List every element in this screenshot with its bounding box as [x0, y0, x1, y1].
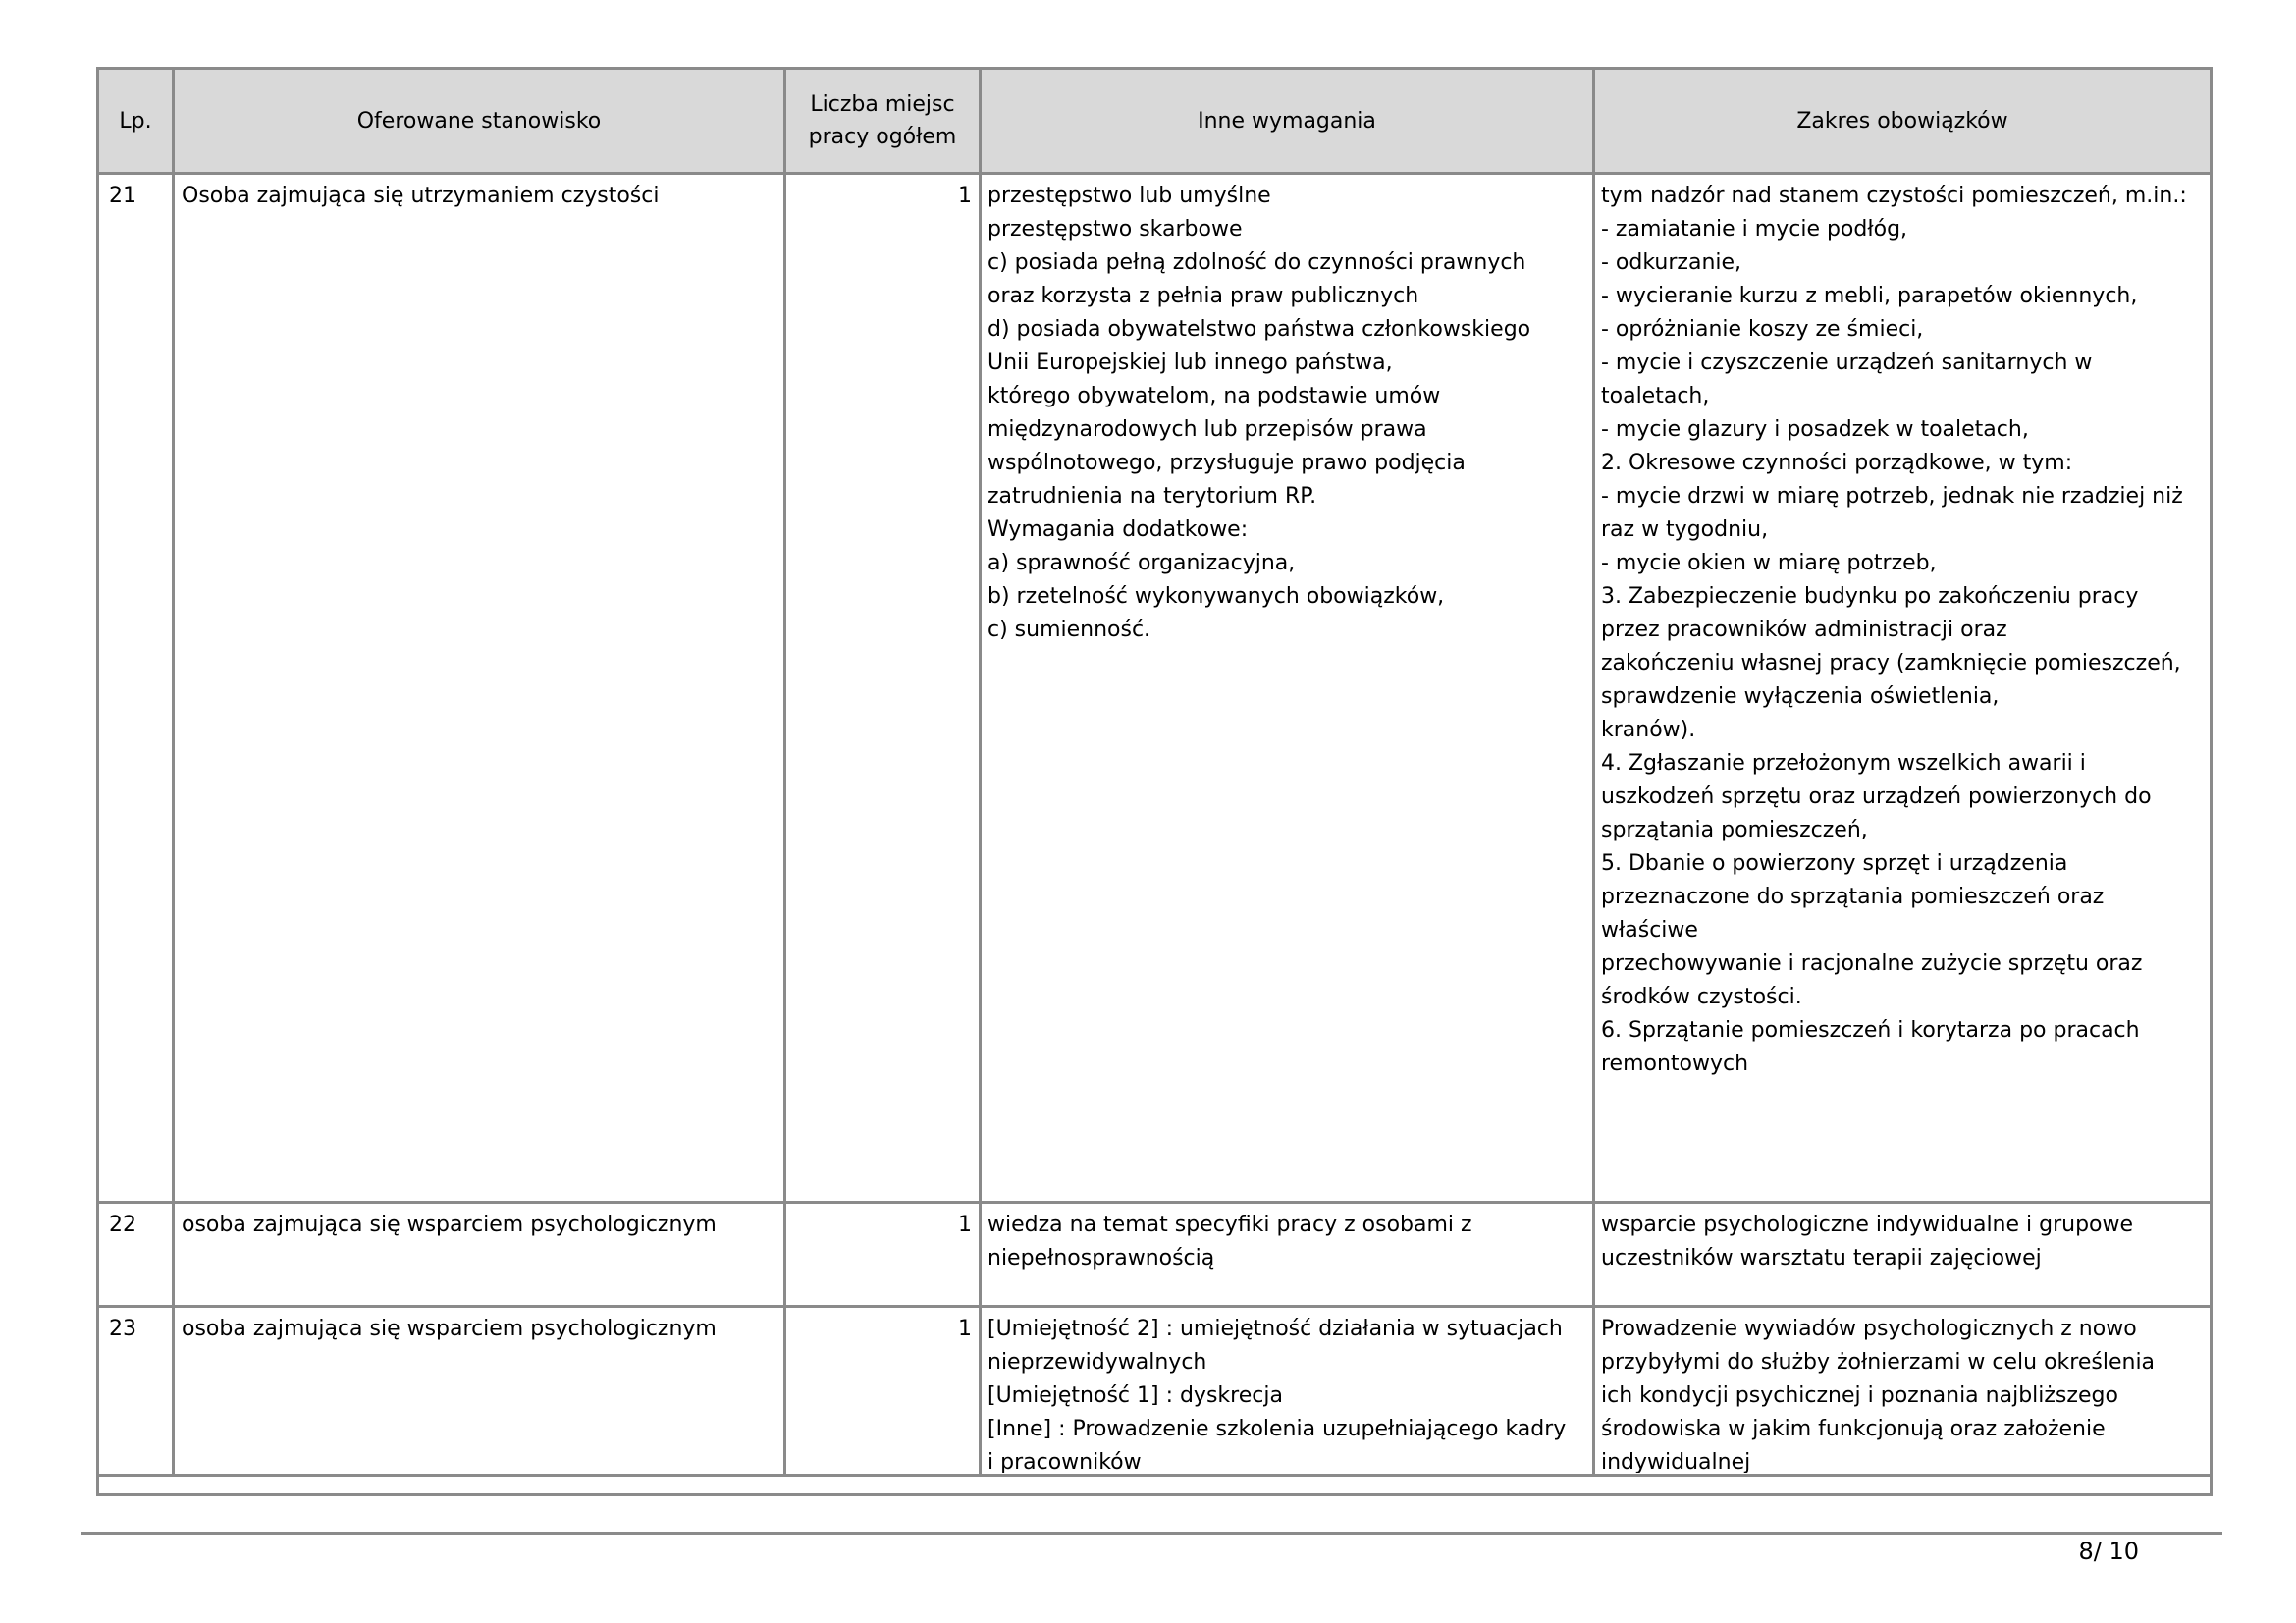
footer-divider [81, 1532, 2222, 1535]
row-22-position: osoba zajmująca się wsparciem psychologicznym [182, 1213, 717, 1237]
row-22-duties: wsparcie psychologiczne indywidualne i grupowe uczestników warsztatu terapii zajęciowej [1601, 1213, 2134, 1271]
header-lp: Lp. [119, 108, 152, 134]
row-23-position: osoba zajmująca się wsparciem psychologicznym [182, 1317, 717, 1341]
row-22-lp: 22 [109, 1213, 136, 1237]
column-divider [979, 70, 982, 1474]
header-divider [99, 172, 2210, 175]
row-divider [99, 1201, 2210, 1204]
row-23-lp: 23 [109, 1317, 136, 1341]
row-22-count: 1 [958, 1213, 972, 1237]
vacancy-table [96, 67, 2213, 1496]
page-number: 8/ 10 [2078, 1538, 2139, 1565]
row-23-requirements: [Umiejętność 2] : umiejętność działania w sytuacjach nieprzewidywalnych [Umiejętność 1] : dyskrecja [Inne] : Prowadzenie szkolenia uzupełniającego kadry i pracowników [988, 1317, 1567, 1473]
header-position: Oferowane stanowisko [356, 108, 602, 134]
row-21-count: 1 [958, 184, 972, 208]
row-22-requirements: wiedza na temat specyfiki pracy z osobami z niepełnosprawnością [988, 1213, 1472, 1271]
row-23-count: 1 [958, 1317, 972, 1341]
row-23-duties: Prowadzenie wywiadów psychologicznych z nowo przybyłymi do służby żołnierzami w celu określenia ich kondycji psychicznej i poznania najbliższego środowiska w jakim funkcjonują oraz założenie indywidualnej [1601, 1317, 2156, 1473]
column-divider [1592, 70, 1595, 1474]
row-21-duties: tym nadzór nad stanem czystości pomieszczeń, m.in.: - zamiatanie i mycie podłóg, - odkurzanie, - wycieranie kurzu z mebli, parapetów okiennych, - opróżnianie koszy ze śmieci, - mycie i czyszczenie urządzeń sanitarnych w toaletach, - mycie glazury i posadzek w toaletach, 2. Okresowe czynności porządkowe, w tym: - mycie drzwi w miarę potrzeb, jednak nie rzadziej niż raz w tygodniu, - mycie okien w miarę potrzeb, 3. Zabezpieczenie budynku po zakończeniu pracy przez pracowników administracji oraz zakończeniu własnej pracy (zamknięcie pomieszczeń, sprawdzenie wyłączenia oświetlenia, kranów). 4. Zgłaszanie przełożonym wszelkich awarii i uszkodzeń sprzętu oraz urządzeń powierzonych do sprzątania pomieszczeń, 5. Dbanie o powierzony sprzęt i urządzenia przeznaczone do sprzątania pomieszczeń oraz właściwe przechowywanie i racjonalne zużycie sprzętu oraz środków czystości. 6. Sprzątanie pomieszczeń i korytarza po pracach remontowych [1601, 184, 2187, 1076]
column-divider [172, 70, 175, 1474]
row-divider [99, 1474, 2210, 1477]
row-21-lp: 21 [109, 184, 136, 208]
header-duties: Zakres obowiązków [1796, 108, 2008, 134]
row-21-requirements: przestępstwo lub umyślne przestępstwo skarbowe c) posiada pełną zdolność do czynności prawnych oraz korzysta z pełnia praw publicznych d) posiada obywatelstwo państwa członkowskiego Unii Europejskiej lub innego państwa, którego obywatelom, na podstawie umów międzynarodowych lub przepisów prawa wspólnotowego, przysługuje prawo podjęcia zatrudnienia na terytorium RP. Wymagania dodatkowe: a) sprawność organizacyjna, b) rzetelność wykonywanych obowiązków, c) sumienność. [988, 184, 1531, 642]
row-divider [99, 1305, 2210, 1308]
row-21-position: Osoba zajmująca się utrzymaniem czystości [182, 184, 660, 208]
header-requirements: Inne wymagania [1198, 108, 1376, 134]
column-divider [783, 70, 786, 1474]
header-count: Liczba miejsc pracy ogółem [808, 92, 957, 149]
